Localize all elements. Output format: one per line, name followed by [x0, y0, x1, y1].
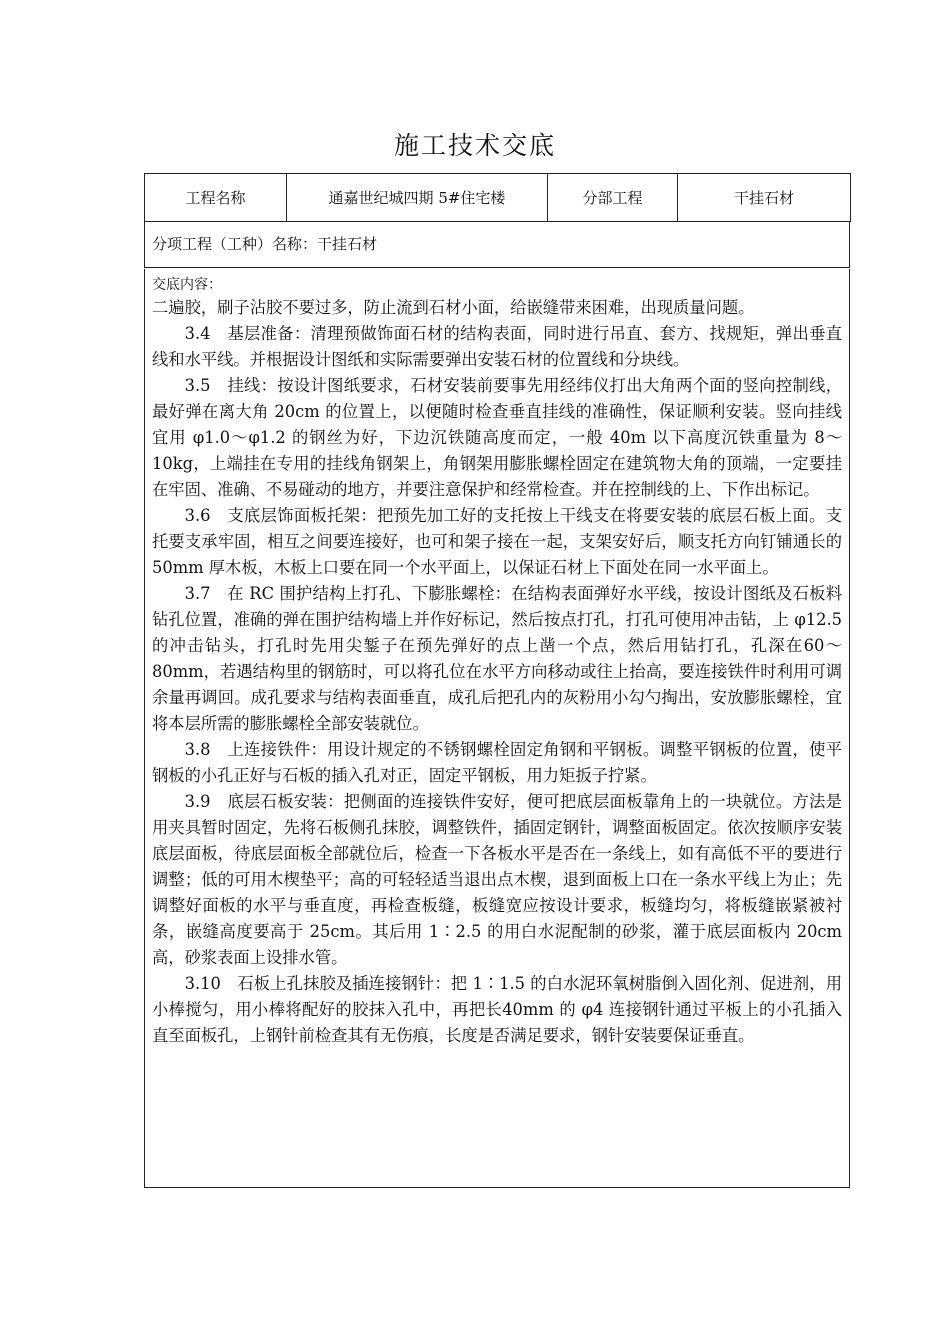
disclosure-content	[144, 269, 850, 1188]
division-label: 分部工程	[548, 174, 678, 222]
content-paragraph: 二遍胶，刷子沾胶不要过多，防止流到石材小面，给嵌缝带来困难，出现质量问题。	[152, 298, 755, 317]
division-value: 干挂石材	[678, 174, 851, 222]
content-label: 交底内容：	[152, 277, 222, 293]
content-paragraph: 3.9 底层石板安装：把侧面的连接铁件安好，便可把底层面板靠角上的一块就位。方法是用夹具暂时固定，先将石板侧孔抹胶，调整铁件，插固定钢针，调整面板固定。依次按顺序安装底层面板，待底层面板全部就位后，检查一下各板水平是否在一条线上，如有高低不平的要进行调整；低的可用木楔垫平；高的可轻轻适当退出点木楔，退到面板上口在一条水平线上为止；先调整好面板的水平与垂直度，再检查板缝，板缝宽应按设计要求，板缝均匀，将板缝嵌紧被衬条，嵌缝高度要高于 25cm。其后用 1∶2.5 的用白水泥配制的砂浆，灌于底层面板内 20cm 高，砂浆表面上设排水管。	[152, 792, 842, 967]
content-paragraph: 3.6 支底层饰面板托架：把预先加工好的支托按上干线支在将要安装的底层石板上面。支托要支承牢固，相互之间要连接好，也可和架子接在一起，支架安好后，顺支托方向钉铺通长的 50mm 厚木板，木板上口要在同一个水平面上，以保证石材上下面处在同一水平面上。	[152, 506, 842, 577]
project-info-table	[144, 173, 851, 222]
content-paragraph: 3.8 上连接铁件：用设计规定的不锈钢螺栓固定角钢和平钢板。调整平钢板的位置，使平钢板的小孔正好与石板的插入孔对正，固定平钢板，用力矩扳子拧紧。	[152, 740, 842, 785]
project-name-value: 通嘉世纪城四期 5#住宅楼	[287, 174, 548, 222]
document-title: 施工技术交底	[393, 131, 556, 160]
content-paragraph: 3.5 挂线：按设计图纸要求，石材安装前要事先用经纬仪打出大角两个面的竖向控制线，最好弹在离大角 20cm 的位置上，以便随时检查垂直挂线的准确性，保证顺利安装。竖向挂线宜用 φ1.0～φ1.2 的钢丝为好，下边沉铁随高度而定，一般 40m 以下高度沉铁重量为 8～10kg，上端挂在专用的挂线角钢架上，角钢架用膨胀螺栓固定在建筑物大角的顶端，一定要挂在牢固、准确、不易碰动的地方，并要注意保护和经常检查。并在控制线的上、下作出标记。	[152, 376, 842, 499]
project-name-label: 工程名称	[145, 174, 287, 222]
content-paragraph: 3.7 在 RC 围护结构上打孔、下膨胀螺栓：在结构表面弹好水平线，按设计图纸及石板料钻孔位置，准确的弹在围护结构墙上并作好标记，然后按点打孔，打孔可使用冲击钻，上 φ12.5 的冲击钻头，打孔时先用尖錾子在预先弹好的点上凿一个点，然后用钻打孔，孔深在60～80mm，若遇结构里的钢筋时，可以将孔位在水平方向移动或往上抬高，要连接铁件时利用可调余量再调回。成孔要求与结构表面垂直，成孔后把孔内的灰粉用小勾勺掏出，安放膨胀螺栓，宜将本层所需的膨胀螺栓全部安装就位。	[152, 584, 842, 733]
content-paragraph: 3.4 基层准备：清理预做饰面石材的结构表面，同时进行吊直、套方、找规矩，弹出垂直线和水平线。并根据设计图纸和实际需要弹出安装石材的位置线和分块线。	[152, 324, 842, 369]
subitem-name: 分项工程（工种）名称：干挂石材	[144, 221, 850, 268]
project-info-row	[145, 174, 851, 222]
content-paragraph: 3.10 石板上孔抹胶及插连接钢针：把 1∶1.5 的白水泥环氧树脂倒入固化剂、促进剂，用小棒搅匀，用小棒将配好的胶抹入孔中，再把长40mm 的 φ4 连接钢针通过平板上的小孔插入直至面板孔，上钢针前检查其有无伤痕，长度是否满足要求，钢针安装要保证垂直。	[152, 974, 842, 1045]
